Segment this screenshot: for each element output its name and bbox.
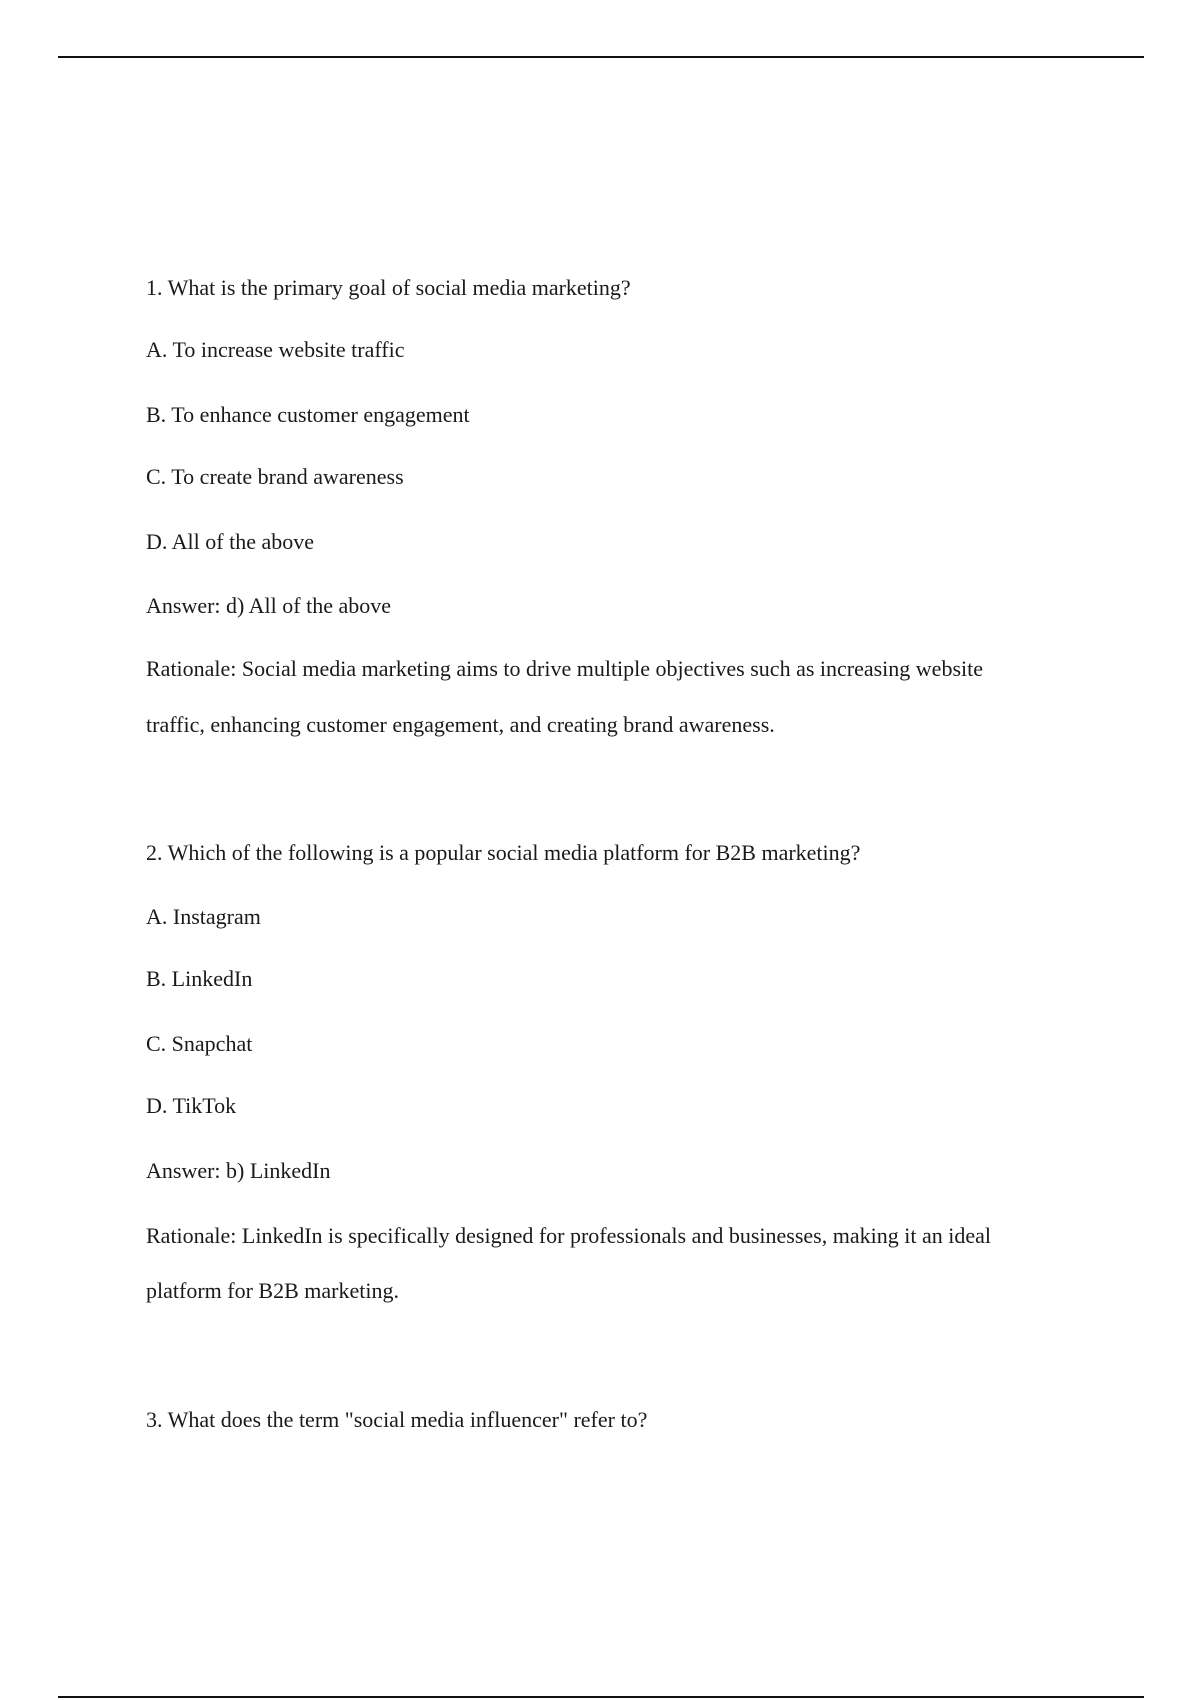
question-1-option-c: C. To create brand awareness xyxy=(146,464,404,489)
question-1-text: 1. What is the primary goal of social media marketing? xyxy=(146,275,631,300)
question-1-rationale-line-2: traffic, enhancing customer engagement, and creating brand awareness. xyxy=(146,712,775,737)
question-1-option-d: D. All of the above xyxy=(146,529,315,554)
question-2-rationale-line-2: platform for B2B marketing. xyxy=(146,1278,399,1303)
question-2-option-d: D. TikTok xyxy=(146,1093,237,1118)
question-1-option-a: A. To increase website traffic xyxy=(146,337,405,362)
question-2-option-c: C. Snapchat xyxy=(146,1031,253,1056)
question-2-option-b: B. LinkedIn xyxy=(146,966,253,991)
question-3-text: 3. What does the term "social media influencer" refer to? xyxy=(146,1407,648,1432)
question-2-answer: Answer: b) LinkedIn xyxy=(146,1158,331,1183)
question-2-text: 2. Which of the following is a popular social media platform for B2B marketing? xyxy=(146,840,861,865)
question-1-rationale-line-1: Rationale: Social media marketing aims to drive multiple objectives such as increasing website xyxy=(146,656,983,681)
bottom-rule xyxy=(58,1696,1144,1698)
question-2-rationale-line-1: Rationale: LinkedIn is specifically designed for professionals and businesses, making it an ideal xyxy=(146,1223,991,1248)
question-2-option-a: A. Instagram xyxy=(146,904,261,929)
top-rule xyxy=(58,56,1144,58)
question-1-option-b: B. To enhance customer engagement xyxy=(146,402,470,427)
question-1-answer: Answer: d) All of the above xyxy=(146,593,391,618)
